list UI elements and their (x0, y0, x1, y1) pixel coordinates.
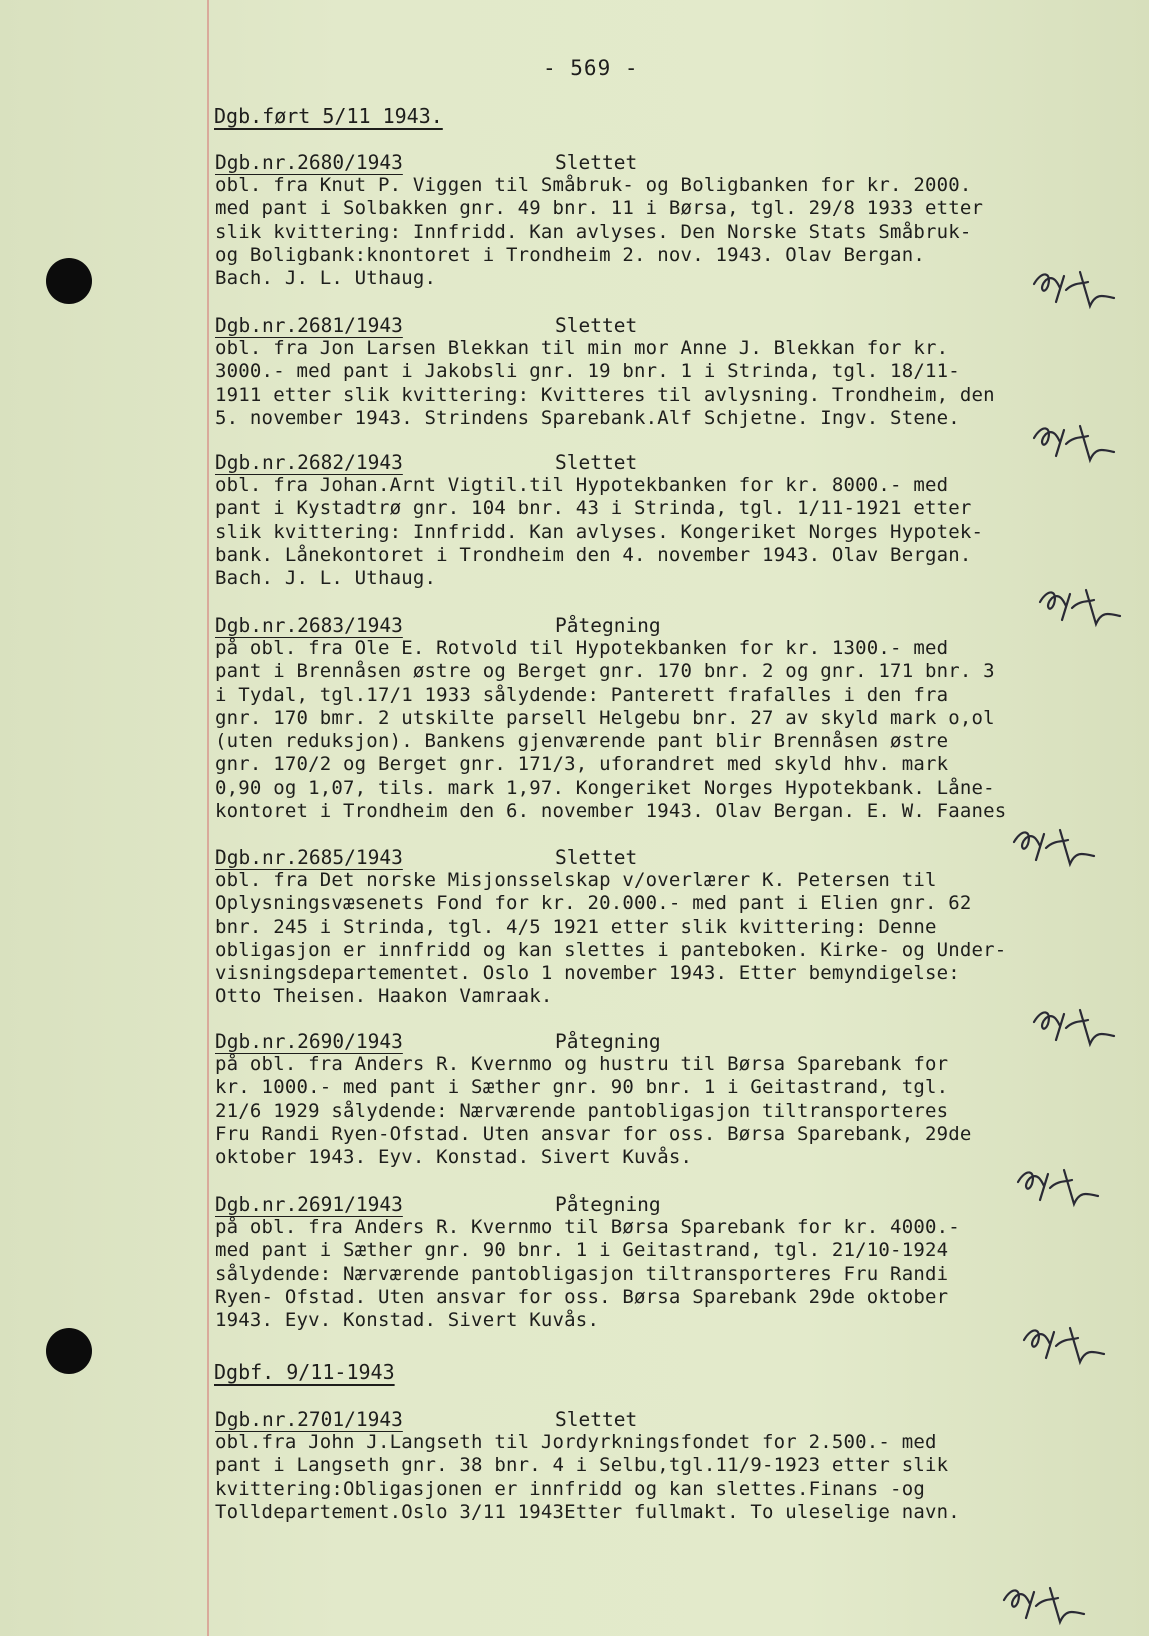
ledger-entry (215, 1029, 1135, 1169)
entry-text-line: kr. 1000.- med pant i Sæther gnr. 90 bnr. 1 i Geitastrand, tgl. (215, 1076, 949, 1099)
entry-text-line: pant i Kystadtrø gnr. 104 bnr. 43 i Strinda, tgl. 1/11-1921 etter (215, 497, 972, 520)
entry-number: Dgb.nr.2690/1943 (215, 1030, 403, 1053)
entry-text-line: på obl. fra Anders R. Kvernmo og hustru til Børsa Sparebank for (215, 1053, 949, 1075)
entry-text-line: obl.fra John J.Langseth til Jordyrkningsfondet for 2.500.- med (215, 1431, 937, 1453)
ledger-entry (215, 845, 1135, 1009)
ledger-entry (215, 1407, 1135, 1524)
entry-text-line: bnr. 245 i Strinda, tgl. 4/5 1921 etter slik kvittering: Denne (215, 915, 937, 938)
entry-number: Dgb.nr.2680/1943 (215, 151, 403, 174)
entry-number: Dgb.nr.2691/1943 (215, 1193, 403, 1216)
entry-number: Dgb.nr.2685/1943 (215, 846, 403, 869)
punch-hole (46, 1328, 92, 1374)
entry-text-line: slik kvittering: Innfridd. Kan avlyses. Den Norske Stats Småbruk- (215, 220, 972, 243)
entry-number: Dgb.nr.2701/1943 (215, 1408, 403, 1431)
handwritten-initials (1030, 1000, 1120, 1048)
handwritten-initials (1020, 1318, 1110, 1366)
entry-text-line: Ryen- Ofstad. Uten ansvar for oss. Børsa Sparebank 29de oktober (215, 1285, 949, 1308)
entry-text-line: på obl. fra Ole E. Rotvold til Hypotekbanken for kr. 1300.- med (215, 637, 949, 659)
entry-text-line: bank. Lånekontoret i Trondheim den 4. november 1943. Olav Bergan. (215, 543, 972, 566)
ledger-entry (215, 313, 1135, 430)
ledger-entry (215, 150, 1135, 290)
handwritten-initials (1000, 1578, 1090, 1626)
entry-type: Slettet (555, 451, 638, 474)
entry-number: Dgb.nr.2681/1943 (215, 314, 403, 337)
entry-text-line: gnr. 170 bmr. 2 utskilte parsell Helgebu bnr. 27 av skyld mark o,ol (215, 706, 995, 729)
punch-hole (46, 258, 92, 304)
entry-text-line: på obl. fra Anders R. Kvernmo til Børsa Sparebank for kr. 4000.- (215, 1216, 960, 1238)
ledger-entry (215, 1192, 1135, 1332)
date-heading: Dgb.ført 5/11 1943. (214, 104, 443, 128)
entry-text-line: obl. fra Det norske Misjonsselskap v/overlærer K. Petersen til (215, 869, 937, 891)
entry-type: Påtegning (555, 1193, 661, 1216)
entry-text-line: Tolldepartement.Oslo 3/11 1943Etter fullmakt. To uleselige navn. (215, 1500, 960, 1523)
entry-text-line: Bach. J. L. Uthaug. (215, 567, 437, 590)
entry-text-line: Fru Randi Ryen-Ofstad. Uten ansvar for oss. Børsa Sparebank, 29de (215, 1122, 972, 1145)
handwritten-initials (1030, 262, 1120, 310)
entry-text-line: 3000.- med pant i Jakobsli gnr. 19 bnr. 1 i Strinda, tgl. 18/11- (215, 360, 960, 383)
entry-text-line: Bach. J. L. Uthaug. (215, 267, 437, 290)
entry-text-line: 21/6 1929 sålydende: Nærværende pantobligasjon tiltransporteres (215, 1099, 949, 1122)
handwritten-initials (1036, 580, 1126, 628)
entry-text-line: obl. fra Johan.Arnt Vigtil.til Hypotekbanken for kr. 8000.- med (215, 474, 949, 496)
handwritten-initials (1014, 1160, 1104, 1208)
entry-text-line: kontoret i Trondheim den 6. november 1943. Olav Bergan. E. W. Faanes (215, 800, 1007, 823)
entry-type: Påtegning (555, 614, 661, 637)
entry-text-line: pant i Langseth gnr. 38 bnr. 4 i Selbu,tgl.11/9-1923 etter slik (215, 1454, 949, 1477)
entry-text-line: med pant i Solbakken gnr. 49 bnr. 11 i Børsa, tgl. 29/8 1933 etter (215, 197, 984, 220)
entry-type: Slettet (555, 314, 638, 337)
entry-text-line: og Boligbank:knontoret i Trondheim 2. nov. 1943. Olav Bergan. (215, 243, 925, 266)
entry-text-line: obligasjon er innfridd og kan slettes i panteboken. Kirke- og Under- (215, 938, 1007, 961)
entry-number: Dgb.nr.2683/1943 (215, 614, 403, 637)
entry-text-line: 1911 etter slik kvittering: Kvitteres til avlysning. Trondheim, den (215, 383, 995, 406)
ledger-entry (215, 450, 1135, 590)
entry-text-line: 1943. Eyv. Konstad. Sivert Kuvås. (215, 1309, 600, 1332)
entry-text-line: slik kvittering: Innfridd. Kan avlyses. Kongeriket Norges Hypotek- (215, 520, 984, 543)
entry-text-line: pant i Brennåsen østre og Berget gnr. 170 bnr. 2 og gnr. 171 bnr. 3 (215, 660, 995, 683)
entry-text-line: 5. november 1943. Strindens Sparebank.Alf Schjetne. Ingv. Stene. (215, 406, 960, 429)
entry-text-line: Otto Theisen. Haakon Vamraak. (215, 985, 553, 1008)
entry-text-line: gnr. 170/2 og Berget gnr. 171/3, uforandret med skyld hhv. mark (215, 753, 949, 776)
entry-type: Slettet (555, 846, 638, 869)
page-number: - 569 - (543, 56, 639, 80)
entry-text-line: Oplysningsvæsenets Fond for kr. 20.000.- med pant i Elien gnr. 62 (215, 892, 972, 915)
entry-text-line: oktober 1943. Eyv. Konstad. Sivert Kuvås. (215, 1146, 693, 1169)
ledger-entry (215, 613, 1135, 823)
entry-text-line: med pant i Sæther gnr. 90 bnr. 1 i Geitastrand, tgl. 21/10-1924 (215, 1239, 949, 1262)
entry-text-line: i Tydal, tgl.17/1 1933 sålydende: Panterett frafalles i den fra (215, 683, 949, 706)
entry-text-line: (uten reduksjon). Bankens gjenværende pant blir Brennåsen østre (215, 730, 949, 753)
entry-text-line: visningsdepartementet. Oslo 1 november 1943. Etter bemyndigelse: (215, 962, 960, 985)
entry-text-line: obl. fra Jon Larsen Blekkan til min mor Anne J. Blekkan for kr. (215, 337, 949, 359)
entry-text-line: kvittering:Obligasjonen er innfridd og kan slettes.Finans -og (215, 1477, 925, 1500)
entry-type: Påtegning (555, 1030, 661, 1053)
handwritten-initials (1010, 820, 1100, 868)
date-heading: Dgbf. 9/11-1943 (214, 1360, 395, 1384)
entry-type: Slettet (555, 151, 638, 174)
entry-number: Dgb.nr.2682/1943 (215, 451, 403, 474)
entry-text-line: 0,90 og 1,07, tils. mark 1,97. Kongeriket Norges Hypotekbank. Låne- (215, 776, 995, 799)
handwritten-initials (1030, 416, 1120, 464)
entry-text-line: obl. fra Knut P. Viggen til Småbruk- og Boligbanken for kr. 2000. (215, 174, 972, 196)
margin-rule (207, 0, 209, 1636)
entry-type: Slettet (555, 1408, 638, 1431)
entry-text-line: sålydende: Nærværende pantobligasjon tiltransporteres Fru Randi (215, 1262, 949, 1285)
